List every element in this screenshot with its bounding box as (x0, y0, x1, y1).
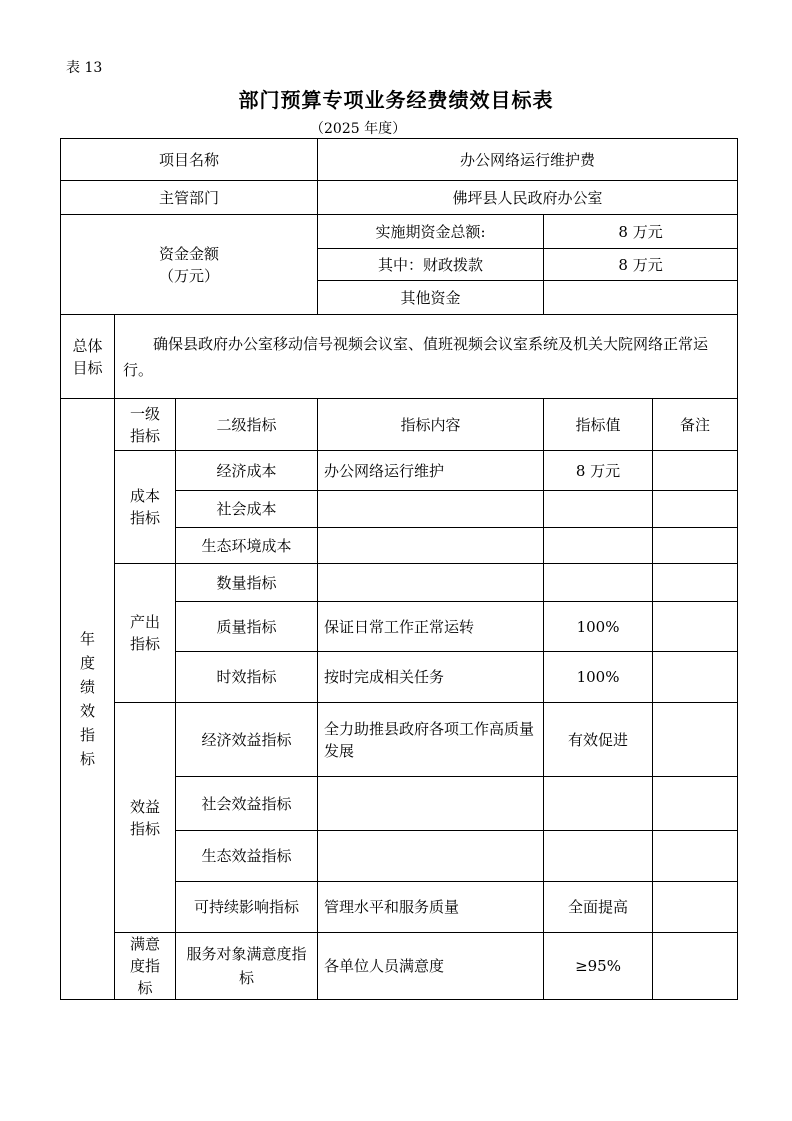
cell-content (318, 564, 544, 602)
header-content: 指标内容 (318, 399, 544, 451)
header-value: 指标值 (544, 399, 653, 451)
annual-indicators-label (61, 399, 115, 1000)
cell-note (653, 831, 738, 882)
cell-note (653, 564, 738, 602)
cell-content (318, 777, 544, 831)
cell-level2: 数量指标 (176, 564, 318, 602)
cell-level2: 可持续影响指标 (176, 882, 318, 933)
cell-note (653, 602, 738, 652)
cell-value: 8 万元 (544, 451, 653, 491)
document-title: 部门预算专项业务经费绩效目标表 (238, 88, 554, 112)
cell-note (653, 777, 738, 831)
fiscal-funds-value: 8 万元 (544, 249, 738, 281)
total-funds-label: 实施期资金总额: (318, 215, 544, 249)
dept-label: 主管部门 (61, 181, 318, 215)
cell-content (318, 491, 544, 528)
cell-value (544, 528, 653, 564)
level1-satisfaction: 满意 度指 标 (115, 933, 176, 1000)
cell-content: 按时完成相关任务 (318, 652, 544, 703)
indicator-row (61, 703, 738, 777)
cell-note (653, 652, 738, 703)
total-funds-value: 8 万元 (544, 215, 738, 249)
overall-goal-label: 总体 目标 (61, 315, 115, 399)
project-name-value: 办公网络运行维护费 (318, 139, 738, 181)
indicator-row (61, 564, 738, 602)
table-number: 表 13 (66, 60, 103, 76)
cell-note (653, 451, 738, 491)
cell-level2: 社会效益指标 (176, 777, 318, 831)
indicator-row (61, 451, 738, 491)
level1-cost: 成本 指标 (115, 451, 176, 564)
cell-content: 保证日常工作正常运转 (318, 602, 544, 652)
cell-level2: 社会成本 (176, 491, 318, 528)
other-funds-value (544, 281, 738, 315)
cell-content (318, 528, 544, 564)
cell-note (653, 933, 738, 1000)
cell-value (544, 777, 653, 831)
cell-note (653, 882, 738, 933)
dept-value: 佛坪县人民政府办公室 (318, 181, 738, 215)
cell-note (653, 491, 738, 528)
funds-label: 资金金额 （万元） (61, 215, 318, 315)
cell-level2: 质量指标 (176, 602, 318, 652)
cell-value (544, 491, 653, 528)
header-level1: 一级 指标 (115, 399, 176, 451)
project-name-label: 项目名称 (61, 139, 318, 181)
cell-note (653, 703, 738, 777)
cell-content: 管理水平和服务质量 (318, 882, 544, 933)
cell-value: 有效促进 (544, 703, 653, 777)
header-note: 备注 (653, 399, 738, 451)
cell-value (544, 564, 653, 602)
performance-target-table (60, 138, 738, 1000)
cell-level2: 经济效益指标 (176, 703, 318, 777)
cell-level2: 服务对象满意度指标 (176, 933, 318, 1000)
cell-level2: 生态环境成本 (176, 528, 318, 564)
overall-goal-text: 确保县政府办公室移动信号视频会议室、值班视频会议室系统及机关大院网络正常运行。 (115, 315, 738, 399)
cell-value: 全面提高 (544, 882, 653, 933)
fiscal-funds-label: 其中：财政拨款 (318, 249, 544, 281)
indicator-row (61, 933, 738, 1000)
level1-output: 产出 指标 (115, 564, 176, 703)
cell-content: 办公网络运行维护 (318, 451, 544, 491)
cell-content: 各单位人员满意度 (318, 933, 544, 1000)
cell-value: 100% (544, 602, 653, 652)
cell-value: ≥95% (544, 933, 653, 1000)
level1-benefit: 效益 指标 (115, 703, 176, 933)
cell-note (653, 528, 738, 564)
other-funds-label: 其他资金 (318, 281, 544, 315)
cell-level2: 时效指标 (176, 652, 318, 703)
cell-content (318, 831, 544, 882)
cell-content: 全力助推县政府各项工作高质量发展 (318, 703, 544, 777)
cell-value: 100% (544, 652, 653, 703)
fiscal-year: （2025 年度） (310, 121, 407, 137)
header-level2: 二级指标 (176, 399, 318, 451)
cell-level2: 生态效益指标 (176, 831, 318, 882)
cell-level2: 经济成本 (176, 451, 318, 491)
annual-indicators-text: 年度绩效指标 (79, 630, 95, 768)
cell-value (544, 831, 653, 882)
